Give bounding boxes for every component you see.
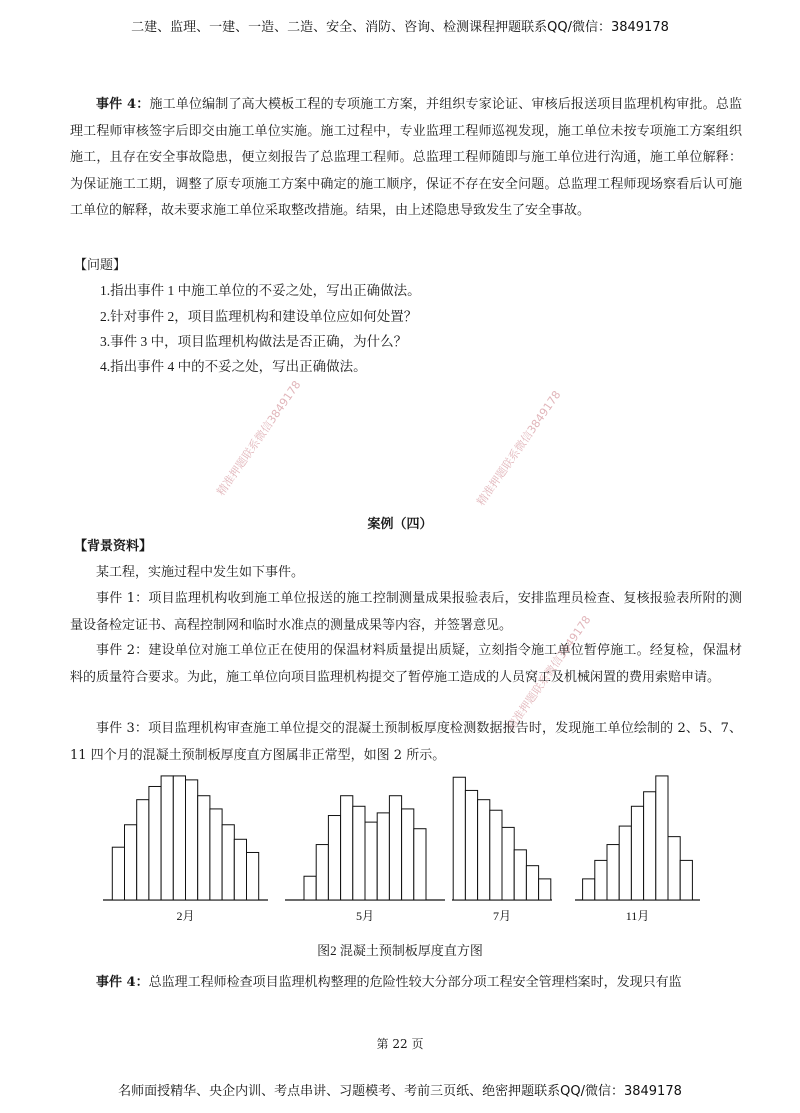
- histogram-bar: [644, 792, 656, 900]
- histogram-bar: [149, 786, 161, 900]
- histogram-bar: [161, 776, 173, 900]
- histogram-bar: [526, 866, 538, 900]
- event1-text: 项目监理机构收到施工单位报送的施工控制测量成果报验表后，安排监理员检查、复核报验表所附的测量设备检定证书、高程控制网和临时水准点的测量成果等内容，并签署意见。: [70, 591, 742, 633]
- page-footer: 名师面授精华、央企内训、考点串讲、习题模考、考前三页纸、绝密押题联系QQ/微信：3849178: [118, 1084, 682, 1099]
- histogram-bar: [112, 847, 124, 900]
- intro-paragraph: 某工程，实施过程中发生如下事件。: [96, 565, 305, 580]
- histogram-bar: [222, 825, 234, 900]
- event4-text: 总监理工程师检查项目监理机构整理的危险性较大分部分项工程安全管理档案时，发现只有监: [148, 975, 682, 990]
- event1-paragraph: [70, 586, 742, 639]
- histogram-bar: [377, 813, 389, 900]
- event2-label: 事件 2：: [96, 643, 149, 658]
- questions-heading: 【问题】: [74, 258, 127, 273]
- histogram-bar: [631, 806, 643, 900]
- histogram-bar: [595, 860, 607, 900]
- event4-previous-paragraph: [70, 92, 742, 225]
- event1-label: 事件 1：: [96, 591, 149, 606]
- histogram-bar: [125, 825, 137, 900]
- histogram-bar: [304, 876, 316, 900]
- histogram-bar: [478, 800, 490, 900]
- event4-paragraph: [70, 970, 742, 997]
- page-header: 二建、监理、一建、一造、二造、安全、消防、咨询、检测课程押题联系QQ/微信：3849178: [131, 20, 669, 35]
- histogram-bar: [389, 796, 401, 900]
- histogram-bar: [539, 879, 551, 900]
- event3-label: 事件 3：: [96, 721, 149, 736]
- event4-previous-text: 施工单位编制了高大模板工程的专项施工方案，并组织专家论证、审核后报送项目监理机构审批。总监理工程师审核签字后即交由施工单位实施。施工过程中，专业监理工程师巡视发现，施工单位未按专项施工方案组织施工，且存在安全事故隐患，便立刻报告了总监理工程师。总监理工程师随即与施工单位进行沟通，施工单位解释：为保证施工工期，调整了原专项施工方案中确定的施工顺序，保证不存在安全问题。总监理工程师现场察看后认可施工单位的解释，故未要求施工单位采取整改措施。结果，由上述隐患导致发生了安全事故。: [70, 97, 742, 218]
- page-number: 第 22 页: [376, 1037, 424, 1051]
- event4-label: 事件 4：: [96, 975, 149, 990]
- histogram-bar: [680, 860, 692, 900]
- histogram-bar: [173, 776, 185, 900]
- histogram-bar: [210, 809, 222, 900]
- histogram-bar: [668, 837, 680, 900]
- histogram-bar: [353, 806, 365, 900]
- histogram-bar: [198, 796, 210, 900]
- question-2: 2.针对事件 2，项目监理机构和建设单位应如何处置？: [100, 309, 418, 324]
- histogram-bar: [341, 796, 353, 900]
- histogram-bar: [247, 852, 259, 900]
- histogram-bar: [402, 809, 414, 900]
- histogram-bar: [234, 839, 246, 900]
- histogram-label: 5月: [355, 909, 375, 923]
- histogram-bar: [514, 850, 526, 900]
- histogram-label: 2月: [176, 909, 195, 923]
- case-title: 案例（四）: [367, 517, 433, 532]
- watermark: 精准押题联系微信3849178: [504, 613, 594, 734]
- histogram-bar: [490, 810, 502, 900]
- event2-paragraph: [70, 638, 742, 691]
- histogram-bar: [137, 800, 149, 900]
- event4-previous-label: 事件 4：: [96, 97, 150, 112]
- histogram-bar: [619, 826, 631, 900]
- question-4: 4.指出事件 4 中的不妥之处，写出正确做法。: [100, 359, 367, 374]
- histogram-figure: [95, 760, 795, 930]
- histogram-bar: [414, 829, 426, 900]
- watermark: 精准押题联系微信3849178: [474, 388, 564, 509]
- histogram-bar: [186, 780, 198, 900]
- question-1: 1.指出事件 1 中施工单位的不妥之处，写出正确做法。: [100, 283, 421, 298]
- histogram-bar: [502, 827, 514, 900]
- event2-text: 建设单位对施工单位正在使用的保温材料质量提出质疑，立刻指令施工单位暂停施工。经复检，保温材料的质量符合要求。为此，施工单位向项目监理机构提交了暂停施工造成的人员窝工及机械闲置的费用索赔申请。: [70, 643, 742, 685]
- histogram-bar: [328, 816, 340, 900]
- histogram-bar: [316, 845, 328, 900]
- event3-text: 项目监理机构审查施工单位提交的混凝土预制板厚度检测数据报告时，发现施工单位绘制的 2、5、7、11 四个月的混凝土预制板厚度直方图属非正常型，如图 2 所示。: [70, 721, 742, 763]
- histogram-bar: [656, 776, 668, 900]
- histogram-bar: [583, 879, 595, 900]
- question-3: 3.事件 3 中，项目监理机构做法是否正确，为什么？: [100, 334, 408, 349]
- watermark: 精准押题联系微信3849178: [214, 378, 304, 499]
- histogram-label: 11月: [625, 909, 650, 923]
- histogram-bar: [607, 845, 619, 900]
- background-heading: 【背景资料】: [74, 539, 153, 554]
- histogram-label: 7月: [492, 909, 512, 923]
- histogram-bar: [453, 777, 465, 900]
- histogram-bar: [465, 790, 477, 900]
- histogram-bar: [365, 822, 377, 900]
- figure-caption: 图2 混凝土预制板厚度直方图: [317, 943, 483, 958]
